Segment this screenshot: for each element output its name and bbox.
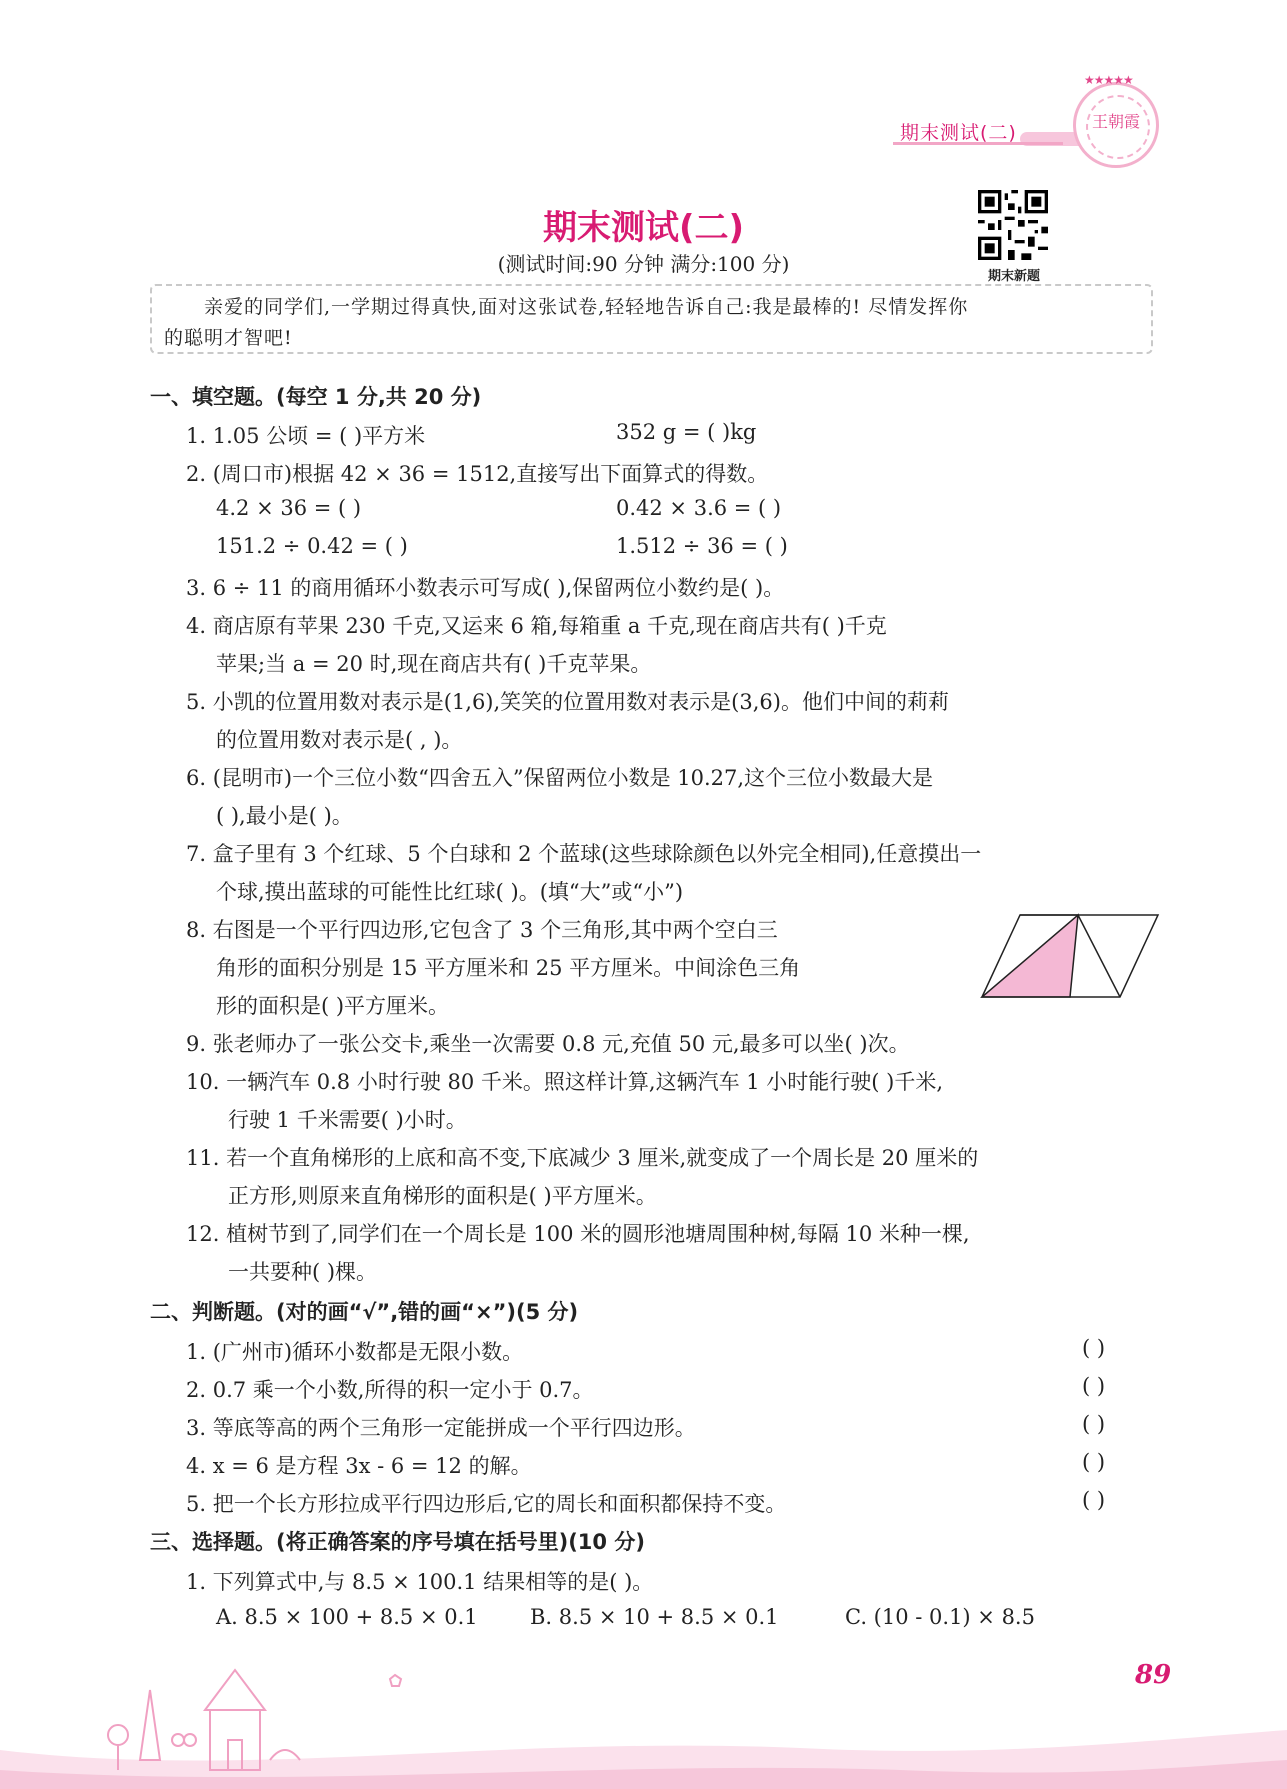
- question-1b: 352 g = ( )kg: [616, 420, 757, 444]
- question-4-line-1: 4. 商店原有苹果 230 千克,又运来 6 箱,每箱重 a 千克,现在商店共有( )千克: [186, 614, 887, 638]
- question-12-line-2: 一共要种( )棵。: [228, 1260, 378, 1284]
- question-7-line-2: 个球,摸出蓝球的可能性比红球( )。(填“大”或“小”): [216, 880, 684, 904]
- parallelogram-figure: [980, 912, 1160, 1002]
- intro-line-1: 亲爱的同学们,一学期过得真快,面对这张试卷,轻轻地告诉自己:我是最棒的! 尽情发挥你: [204, 296, 969, 318]
- question-11-line-2: 正方形,则原来直角梯形的面积是( )平方厘米。: [228, 1184, 657, 1208]
- question-6-line-1: 6. (昆明市)一个三位小数“四舍五入”保留两位小数是 10.27,这个三位小数最大是: [186, 766, 934, 790]
- choice-option-b[interactable]: B. 8.5 × 10 + 8.5 × 0.1: [530, 1605, 779, 1629]
- footer-decoration: [0, 1630, 1287, 1789]
- judge-item-1: 1. (广州市)循环小数都是无限小数。: [186, 1340, 524, 1364]
- answer-parenthesis[interactable]: ( ): [1082, 1336, 1106, 1360]
- intro-box: [150, 284, 1153, 354]
- question-5-line-2: 的位置用数对表示是( , )。: [216, 728, 463, 752]
- question-7-line-1: 7. 盒子里有 3 个红球、5 个白球和 2 个蓝球(这些球除颜色以外完全相同),任意摸出一: [186, 842, 982, 866]
- question-2d: 1.512 ÷ 36 = ( ): [616, 534, 788, 558]
- question-8-line-2: 角形的面积分别是 15 平方厘米和 25 平方厘米。中间涂色三角: [216, 956, 801, 980]
- qr-code-icon: [978, 190, 1048, 260]
- question-12-line-1: 12. 植树节到了,同学们在一个周长是 100 米的圆形池塘周围种树,每隔 10 米种一棵,: [186, 1222, 970, 1246]
- question-5-line-1: 5. 小凯的位置用数对表示是(1,6),笑笑的位置用数对表示是(3,6)。他们中间的莉莉: [186, 690, 949, 714]
- choice-option-c[interactable]: C. (10 - 0.1) × 8.5: [845, 1605, 1035, 1629]
- question-10-line-1: 10. 一辆汽车 0.8 小时行驶 80 千米。照这样计算,这辆汽车 1 小时能行驶( )千米,: [186, 1070, 944, 1094]
- section-1-heading: 一、填空题。(每空 1 分,共 20 分): [150, 385, 482, 409]
- question-2: 2. (周口市)根据 42 × 36 = 1512,直接写出下面算式的得数。: [186, 462, 769, 486]
- page-subtitle: (测试时间:90 分钟 满分:100 分): [497, 252, 790, 276]
- question-8-line-3: 形的面积是( )平方厘米。: [216, 994, 450, 1018]
- judge-item-4: 4. x = 6 是方程 3x - 6 = 12 的解。: [186, 1454, 532, 1478]
- answer-parenthesis[interactable]: ( ): [1082, 1450, 1106, 1474]
- question-3: 3. 6 ÷ 11 的商用循环小数表示可写成( ),保留两位小数约是( )。: [186, 576, 785, 600]
- question-2b: 0.42 × 3.6 = ( ): [616, 496, 782, 520]
- judge-item-5: 5. 把一个长方形拉成平行四边形后,它的周长和面积都保持不变。: [186, 1492, 787, 1516]
- question-2c: 151.2 ÷ 0.42 = ( ): [216, 534, 408, 558]
- question-9: 9. 张老师办了一张公交卡,乘坐一次需要 0.8 元,充值 50 元,最多可以坐( )次。: [186, 1032, 910, 1056]
- answer-parenthesis[interactable]: ( ): [1082, 1488, 1106, 1512]
- question-11-line-1: 11. 若一个直角梯形的上底和高不变,下底减少 3 厘米,就变成了一个周长是 20 厘米的: [186, 1146, 979, 1170]
- answer-parenthesis[interactable]: ( ): [1082, 1374, 1106, 1398]
- section-3-heading: 三、选择题。(将正确答案的序号填在括号里)(10 分): [150, 1530, 645, 1554]
- logo-text: 王朝霞: [1091, 112, 1140, 131]
- page-number: 89: [1135, 1660, 1172, 1690]
- judge-item-3: 3. 等底等高的两个三角形一定能拼成一个平行四边形。: [186, 1416, 696, 1440]
- page-title: 期末测试(二): [542, 208, 745, 248]
- qr-label: 期末新题: [987, 269, 1040, 284]
- intro-line-2: 的聪明才智吧!: [164, 327, 293, 349]
- header-tab-title: 期末测试(二): [900, 122, 1017, 144]
- judge-item-2: 2. 0.7 乘一个小数,所得的积一定小于 0.7。: [186, 1378, 594, 1402]
- logo-stars-icon: ★★★★★: [1084, 73, 1133, 87]
- section-2-heading: 二、判断题。(对的画“√”,错的画“×”)(5 分): [150, 1300, 579, 1324]
- publisher-logo: [1073, 73, 1159, 168]
- question-10-line-2: 行驶 1 千米需要( )小时。: [228, 1108, 467, 1132]
- question-8-line-1: 8. 右图是一个平行四边形,它包含了 3 个三角形,其中两个空白三: [186, 918, 778, 942]
- choice-option-a[interactable]: A. 8.5 × 100 + 8.5 × 0.1: [216, 1605, 478, 1629]
- choice-question-1: 1. 下列算式中,与 8.5 × 100.1 结果相等的是( )。: [186, 1570, 654, 1594]
- question-1a: 1. 1.05 公顷 = ( )平方米: [186, 424, 426, 448]
- question-6-line-2: ( ),最小是( )。: [216, 804, 353, 828]
- question-4-line-2: 苹果;当 a = 20 时,现在商店共有( )千克苹果。: [216, 652, 652, 676]
- question-2a: 4.2 × 36 = ( ): [216, 496, 362, 520]
- answer-parenthesis[interactable]: ( ): [1082, 1412, 1106, 1436]
